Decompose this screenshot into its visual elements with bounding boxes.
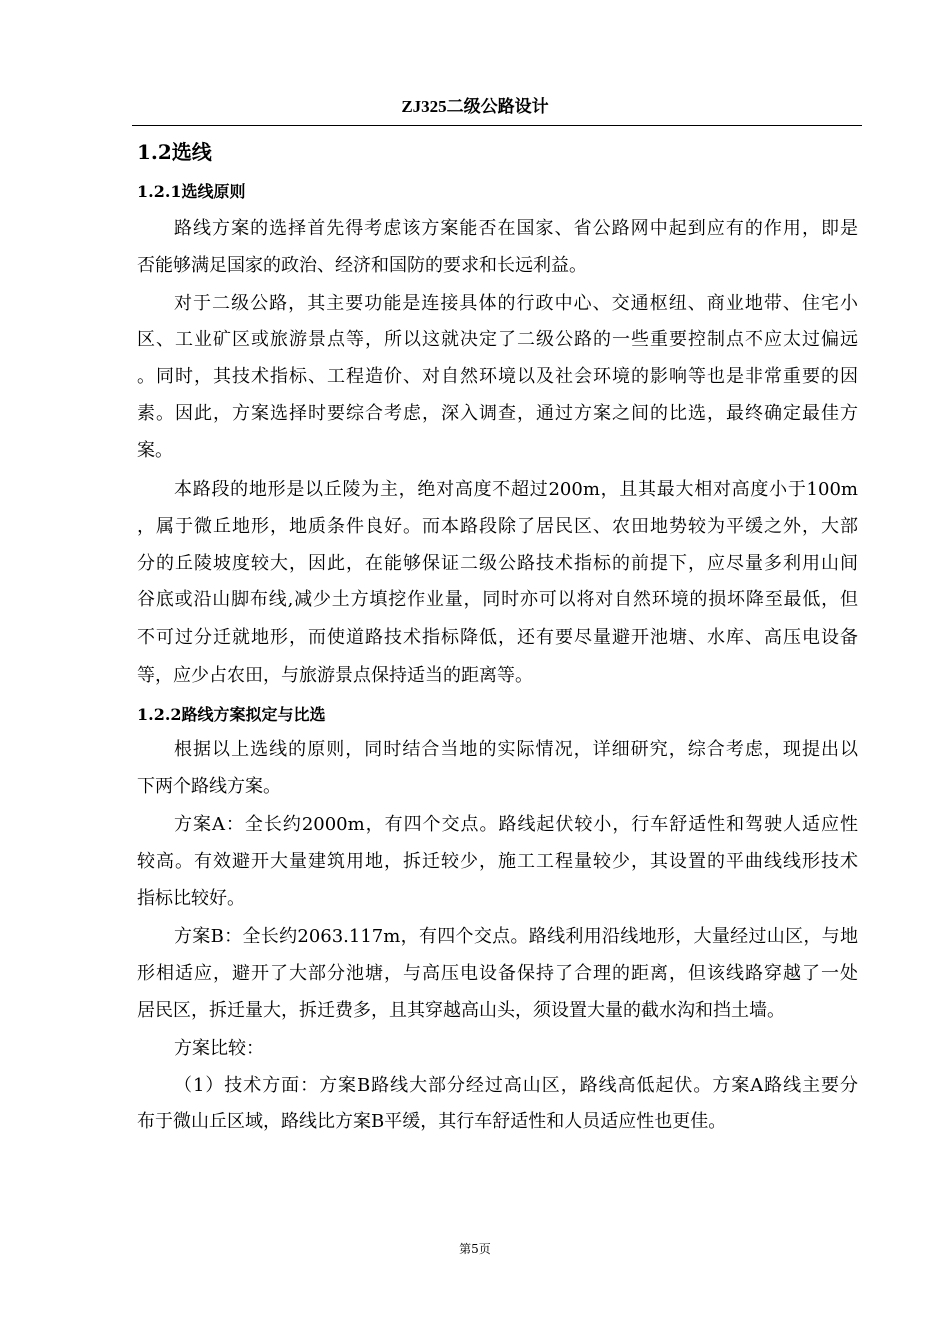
text-line: 不可过分迁就地形，而使道路技术指标降低，还有要尽量避开池塘、水库、高压电设备 [137,627,858,648]
text-line: 对于二级公路，其主要功能是连接具体的行政中心、交通枢纽、商业地带、住宅小 [174,293,858,314]
text-line: 谷底或沿山脚布线,减少土方填挖作业量，同时亦可以将对自然环境的损坏降至最低，但 [137,589,858,610]
section-heading: 1.2.2路线方案拟定与比选 [137,705,326,724]
text-line: 素。因此，方案选择时要综合考虑，深入调查，通过方案之间的比选，最终确定最佳方 [137,403,858,424]
text-line: 方案B：全长约2063.117m，有四个交点。路线利用沿线地形，大量经过山区，与地 [174,926,858,947]
text-line: 形相适应，避开了大部分池塘，与高压电设备保持了合理的距离，但该线路穿越了一处 [137,963,858,984]
text-line: （1）技术方面：方案B路线大部分经过高山区，路线高低起伏。方案A路线主要分 [174,1075,858,1096]
header-rule [132,125,862,126]
text-line: 路线方案的选择首先得考虑该方案能否在国家、省公路网中起到应有的作用，即是 [174,218,858,239]
running-header: ZJ325二级公路设计 [401,97,549,116]
text-line: ，属于微丘地形，地质条件良好。而本路段除了居民区、农田地势较为平缓之外，大部 [137,516,858,537]
text-line: 本路段的地形是以丘陵为主，绝对高度不超过200m，且其最大相对高度小于100m [174,479,858,500]
text-line: 根据以上选线的原则，同时结合当地的实际情况，详细研究，综合考虑，现提出以 [174,739,858,760]
text-line: 。同时，其技术指标、工程造价、对自然环境以及社会环境的影响等也是非常重要的因 [137,366,858,387]
text-line: 分的丘陵坡度较大，因此，在能够保证二级公路技术指标的前提下，应尽量多利用山间 [137,553,858,574]
text-line: 指标比较好。 [137,888,245,909]
text-line: 方案A：全长约2000m，有四个交点。路线起伏较小，行车舒适性和驾驶人适应性 [174,814,858,835]
text-line: 布于微山丘区域，路线比方案B平缓，其行车舒适性和人员适应性也更佳。 [137,1111,727,1132]
text-line: 居民区，拆迁量大，拆迁费多，且其穿越高山头，须设置大量的截水沟和挡土墙。 [137,1000,785,1021]
text-line: 区、工业矿区或旅游景点等，所以这就决定了二级公路的一些重要控制点不应太过偏远 [137,329,858,350]
text-line: 较高。有效避开大量建筑用地，拆迁较少，施工工程量较少，其设置的平曲线线形技术 [137,851,858,872]
text-line: 方案比较： [174,1038,264,1059]
section-heading: 1.2.1选线原则 [137,182,246,201]
section-heading: 1.2选线 [137,140,212,164]
page-number: 第5页 [459,1242,491,1256]
text-line: 案。 [137,440,173,461]
text-line: 否能够满足国家的政治、经济和国防的要求和长远利益。 [137,255,587,276]
text-line: 下两个路线方案。 [137,776,281,797]
text-line: 等，应少占农田，与旅游景点保持适当的距离等。 [137,665,533,686]
